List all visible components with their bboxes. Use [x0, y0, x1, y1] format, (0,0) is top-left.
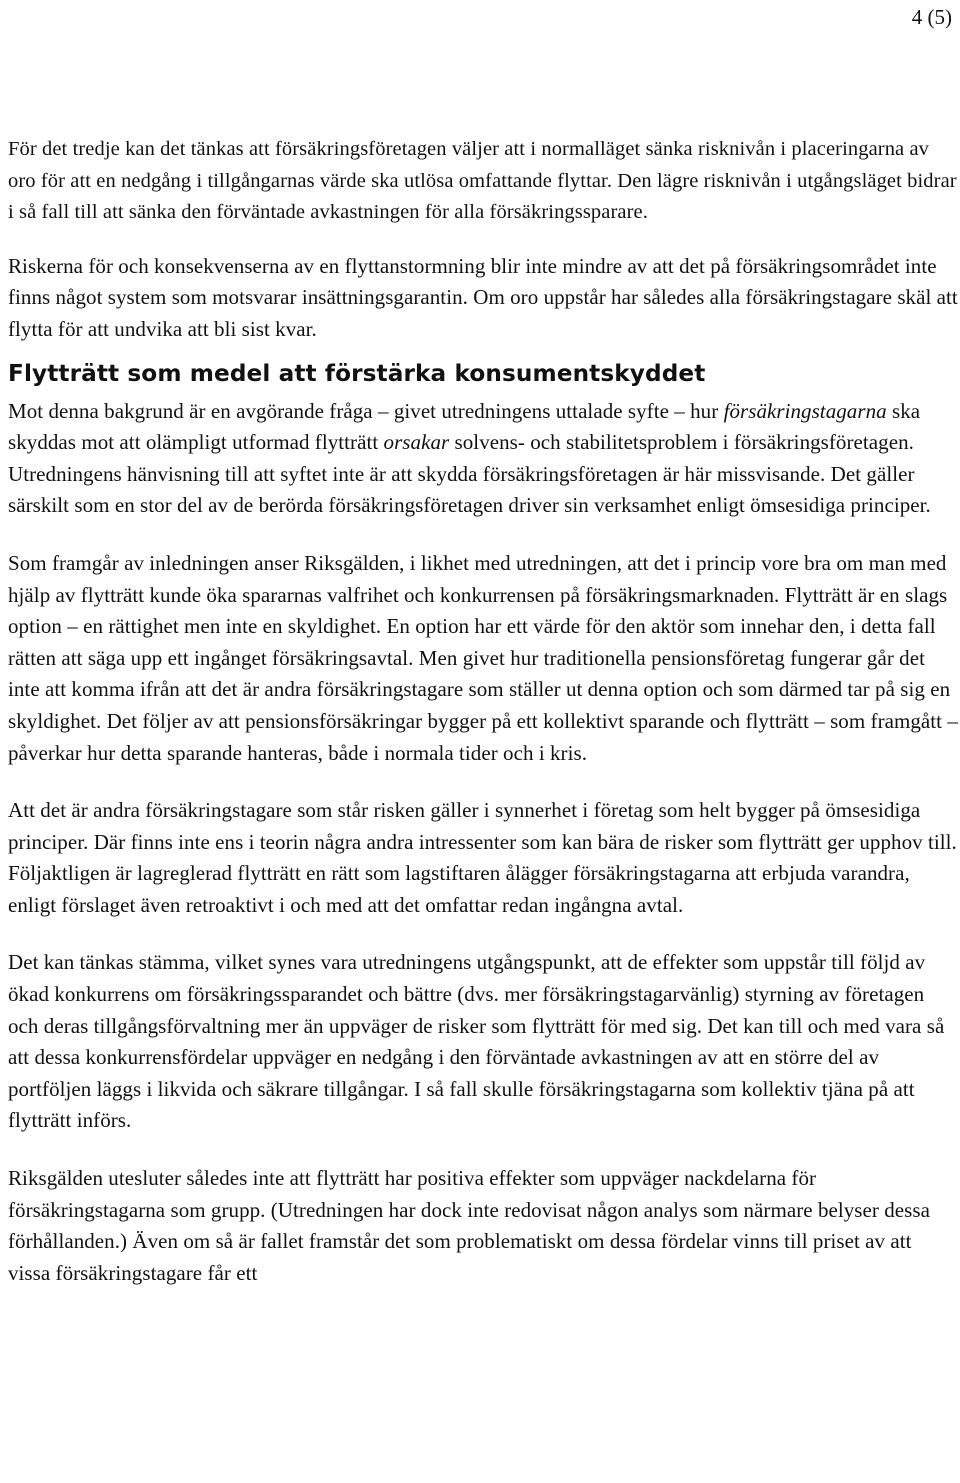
section-heading: Flytträtt som medel att förstärka konsumentskyddet: [8, 359, 706, 387]
paragraph-competition: Det kan tänkas stämma, vilket synes vara utredningens utgångspunkt, att de effekter som uppstår till följd av ökad konkurrens om försäkringssparandet och bättre (dvs. mer försäkringstagarvänlig) styrning av företagen och deras tillgångsförvaltning mer än uppväger de risker som flytträtt för med sig. Det kan till och med vara så att dessa konkurrensfördelar uppväger en nedgång i den förväntade avkastningen av att en större del av portföljen läggs i likvida och säkrare tillgångar. I så fall skulle försäkringstagarna som kollektiv tjäna på att flytträtt införs.: [8, 950, 945, 1133]
italic-emphasis: försäkringstagarna: [723, 398, 887, 423]
paragraph-mutual-principles: Att det är andra försäkringstagare som står risken gäller i synnerhet i företag som helt bygger på ömsesidiga principer. Där finns inte ens i teorin några andra intressenter som kan bära de risker som flytträtt ger upphov till. Följaktligen är lagreglerad flytträtt en rätt som lagstiftaren ålägger försäkringstagarna att erbjuda varandra, enligt förslaget även retroaktivt i och med att det omfattar redan ingångna avtal.: [8, 798, 957, 917]
italic-emphasis: orsakar: [383, 430, 450, 455]
paragraph-third-reason: För det tredje kan det tänkas att försäkringsföretagen väljer att i normalläget sänka risknivån i placeringarna av oro för att en nedgång i tillgångarnas värde ska utlösa omfattande flyttar. Den lägre risknivån i utgångsläget bidrar i så fall till att sänka den förväntade avkastningen för alla försäkringssparare.: [8, 138, 957, 224]
paragraph-conclusion: Riksgälden utesluter således inte att flytträtt har positiva effekter som uppväger nackdelarna för försäkringstagarna som grupp. (Utredningen har dock inte redovisat någon analys som närmare belyser dessa förhållanden.) Även om så är fallet framstår det som problematiskt om dessa fördelar vinns till priset av att vissa försäkringstagare får ett: [8, 1166, 930, 1285]
paragraph-risks: Riskerna för och konsekvenserna av en flyttanstormning blir inte mindre av att det på försäkringsområdet inte finns något system som motsvarar insättningsgarantin. Om oro uppstår har således alla försäkringstagare skäl att flytta för att undvika att bli sist kvar.: [8, 253, 958, 341]
paragraph-text: solvens- och stabilitetsproblem i försäkringsföretagen. Utredningens hänvisning till att syftet inte är att skydda försäkringsföretagen är här missvisande. Det gäller särskilt som en stor del av de berörda försäkringsföretagen driver sin verksamhet enligt ömsesidiga principer.: [8, 430, 931, 518]
document-body: [8, 134, 959, 1289]
paragraph-key-question: [8, 396, 959, 522]
paragraph-option: Som framgår av inledningen anser Riksgälden, i likhet med utredningen, att det i princip vore bra om man med hjälp av flytträtt kunde öka spararnas valfrihet och konkurrensen på försäkringsmarknaden. Flytträtt är en slags option – en rättighet men inte en skyldighet. En option har ett värde för den aktör som innehar den, i detta fall rätten att säga upp ett ingånget försäkringsavtal. Men givet hur traditionella pensionsföretag fungerar går det inte att komma ifrån att det är andra försäkringstagare som ställer ut denna option och som därmed tar på sig en skyldighet. Det följer av att pensionsförsäkringar bygger på ett kollektivt sparande och flytträtt – som framgått – påverkar hur detta sparande hanteras, både i normala tider och i kris.: [8, 550, 958, 765]
page-number: 4 (5): [911, 5, 952, 29]
paragraph-text: ska skyddas mot att olämpligt utformad flytträtt: [8, 398, 921, 455]
paragraph-text: Mot denna bakgrund är en avgörande fråga – givet utredningens uttalade syfte – hur: [8, 398, 724, 423]
